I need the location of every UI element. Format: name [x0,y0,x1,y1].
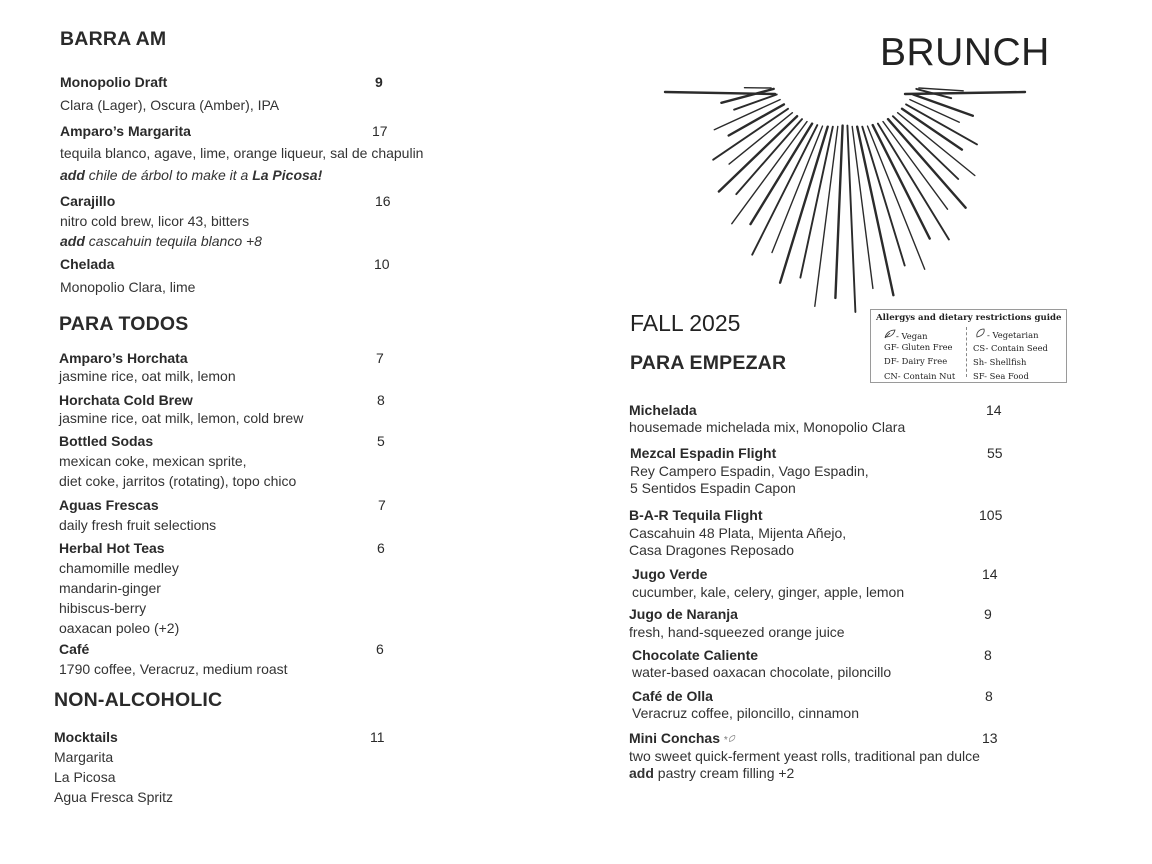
add-word: add [60,233,85,249]
legend-sf: SF- Sea Food [973,371,1029,381]
menu-title: BRUNCH [880,31,1050,74]
item-name-tequila-flight: B-A-R Tequila Flight [629,507,763,523]
tea-option: chamomille medley [59,560,179,576]
sunburst-ray [721,89,773,103]
item-name-chelada: Chelada [60,256,115,272]
item-price-chelada: 10 [374,256,390,272]
item-desc-mini-conchas: two sweet quick-ferment yeast rolls, traditional pan dulce [629,748,980,764]
section-heading-barra-am: BARRA AM [60,28,167,50]
item-desc-chocolate-caliente: water-based oaxacan chocolate, piloncillo [632,664,892,680]
item-price-monopolio-draft: 9 [375,74,383,90]
item-add-mini-conchas [629,765,794,781]
item-price-amparos-margarita: 17 [372,123,388,139]
legend-sh: Sh- Shellfish [973,357,1027,367]
mocktail-option: La Picosa [54,769,116,785]
add-text: cascahuin tequila blanco +8 [84,233,262,249]
item-name-amparos-horchata: Amparo’s Horchata [59,350,188,366]
legend-divider [966,327,967,377]
item-desc-carajillo: nitro cold brew, licor 43, bitters [60,213,250,229]
section-heading-para-todos: PARA TODOS [59,313,189,335]
sunburst-arm [905,92,1025,94]
mocktail-option: Margarita [54,749,114,765]
item-price-mocktails: 11 [370,729,385,745]
item-desc-cafe: 1790 coffee, Veracruz, medium roast [59,661,288,677]
item-desc-amparos-margarita: tequila blanco, agave, lime, orange liqueur, sal de chapulin [60,145,424,161]
item-name-mocktails: Mocktails [54,729,118,745]
season-label: FALL 2025 [630,310,741,336]
item-price-mini-conchas: 13 [982,730,998,746]
add-text: chile de árbol to make it a [84,167,253,183]
item-price-carajillo: 16 [375,193,391,209]
sunburst-ray [732,122,807,224]
legend-vegan [884,329,927,341]
item-price-jugo-de-naranja: 9 [984,606,992,622]
item-desc-tequila-flight-1: Cascahuin 48 Plata, Mijenta Añejo, [629,525,847,541]
item-desc-mezcal-flight-1: Rey Campero Espadin, Vago Espadin, [630,463,869,479]
legend-vegan-label: - Vegan [896,331,928,341]
vegetarian-leaf-icon [728,734,737,743]
item-price-herbal-hot-teas: 6 [377,540,385,556]
tea-option: hibiscus-berry [59,600,147,616]
item-desc-bottled-sodas-2: diet coke, jarritos (rotating), topo chico [59,473,297,489]
item-name-mini-conchas [629,730,737,746]
legend-vegetarian-label: - Vegetarian [987,330,1039,340]
mini-conchas-label: Mini Conchas [629,730,721,746]
sunburst-ray [729,113,792,164]
sunburst-ray [835,126,842,298]
add-word: add [629,765,654,781]
item-desc-aguas-frescas: daily fresh fruit selections [59,517,217,533]
section-heading-para-empezar: PARA EMPEZAR [630,352,787,374]
add-bold-text: La Picosa! [252,167,323,183]
item-price-cafe-de-olla: 8 [985,688,993,704]
item-name-herbal-hot-teas: Herbal Hot Teas [59,540,165,556]
item-price-chocolate-caliente: 8 [984,647,992,663]
vegetarian-leaf-icon [975,328,987,338]
item-name-michelada: Michelada [629,402,697,418]
sunburst-ray [847,126,855,312]
item-name-aguas-frescas: Aguas Frescas [59,497,159,513]
item-name-bottled-sodas: Bottled Sodas [59,433,154,449]
sunburst-ray [719,116,797,191]
item-name-jugo-de-naranja: Jugo de Naranja [629,606,738,622]
item-name-jugo-verde: Jugo Verde [632,566,708,582]
tea-option: oaxacan poleo (+2) [59,620,180,636]
vegan-leaf-icon [884,329,896,339]
sunburst-logo [655,80,1035,315]
section-heading-non-alcoholic: NON-ALCOHOLIC [54,689,223,711]
item-desc-bottled-sodas-1: mexican coke, mexican sprite, [59,453,247,469]
item-name-horchata-cold-brew: Horchata Cold Brew [59,392,193,408]
item-name-cafe-de-olla: Café de Olla [632,688,713,704]
item-name-amparos-margarita: Amparo’s Margarita [60,123,191,139]
item-desc-horchata-cold-brew: jasmine rice, oat milk, lemon, cold brew [59,410,304,426]
item-price-cafe: 6 [376,641,384,657]
mocktail-option: Agua Fresca Spritz [54,789,174,805]
legend-cn: CN- Contain Nut [884,371,956,381]
item-price-aguas-frescas: 7 [378,497,386,513]
tea-option: mandarin-ginger [59,580,161,596]
sunburst-ray [868,126,925,269]
allergy-legend [870,309,1067,383]
item-name-mezcal-flight: Mezcal Espadin Flight [630,445,777,461]
legend-title: Allergys and dietary restrictions guide [876,313,1062,323]
item-price-tequila-flight: 105 [979,507,1003,523]
item-desc-cafe-de-olla: Veracruz coffee, piloncillo, cinnamon [632,705,859,721]
item-name-carajillo: Carajillo [60,193,116,209]
item-name-monopolio-draft: Monopolio Draft [60,74,168,90]
legend-vegetarian [975,328,1038,340]
item-desc-amparos-horchata: jasmine rice, oat milk, lemon [59,368,236,384]
item-add-amparos-margarita [60,167,322,183]
item-desc-tequila-flight-2: Casa Dragones Reposado [629,542,794,558]
item-price-horchata-cold-brew: 8 [377,392,385,408]
item-price-michelada: 14 [986,402,1002,418]
add-word: add [60,167,85,183]
sunburst-ray [919,88,963,91]
item-price-jugo-verde: 14 [982,566,998,582]
sunburst-ray [902,109,962,150]
item-desc-mezcal-flight-2: 5 Sentidos Espadin Capon [630,480,796,496]
item-name-chocolate-caliente: Chocolate Caliente [632,647,759,663]
add-text: pastry cream filling +2 [653,765,795,781]
item-desc-jugo-de-naranja: fresh, hand-squeezed orange juice [629,624,845,640]
item-price-amparos-horchata: 7 [376,350,384,366]
legend-df: DF- Dairy Free [884,356,948,366]
item-price-bottled-sodas: 5 [377,433,385,449]
sunburst-ray [878,124,949,240]
item-price-mezcal-flight: 55 [987,445,1003,461]
mini-conchas-marker: * [723,735,728,746]
item-add-carajillo [60,233,262,249]
item-desc-monopolio-draft: Clara (Lager), Oscura (Amber), IPA [60,97,280,113]
item-name-cafe: Café [59,641,90,657]
item-desc-michelada: housemade michelada mix, Monopolio Clara [629,419,906,435]
legend-cs: CS- Contain Seed [973,343,1048,353]
item-desc-chelada: Monopolio Clara, lime [60,279,196,295]
legend-gf: GF- Gluten Free [884,342,953,352]
item-desc-jugo-verde: cucumber, kale, celery, ginger, apple, lemon [632,584,905,600]
